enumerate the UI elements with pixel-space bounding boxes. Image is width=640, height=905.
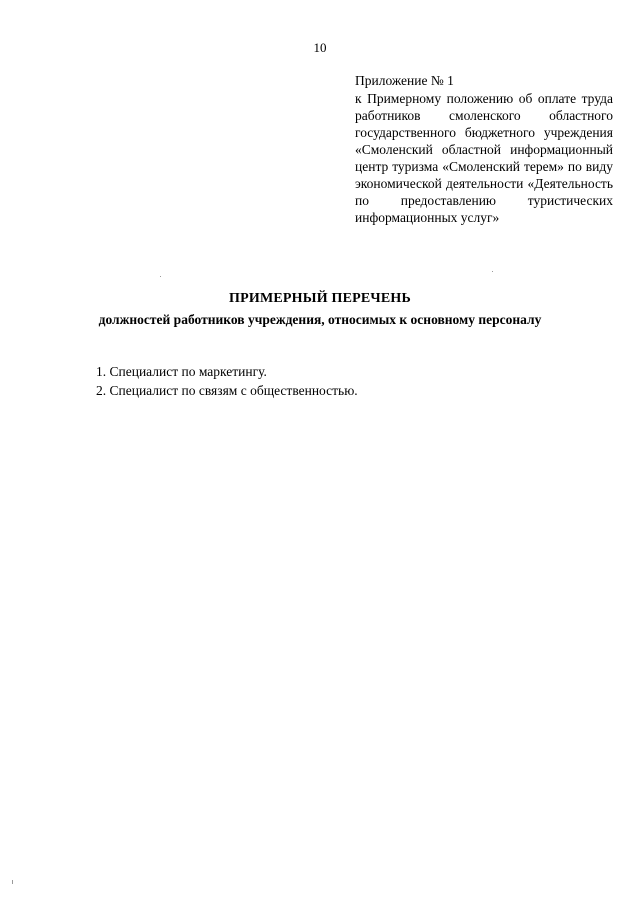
scan-speck	[492, 271, 493, 272]
scan-speck	[160, 276, 161, 277]
document-title: ПРИМЕРНЫЙ ПЕРЕЧЕНЬ	[229, 291, 411, 306]
document-subtitle: должностей работников учреждения, относимых к основному персоналу	[98, 312, 542, 327]
list-item: 1. Специалист по маркетингу.	[96, 364, 267, 379]
scan-speck	[12, 880, 13, 884]
list-item: 2. Специалист по связям с общественностью.	[96, 383, 358, 398]
appendix-reference-text: к Примерному положению об оплате труда работников смоленского областного государственного бюджетного учреждения «Смоленский областной информационный центр туризма «Смоленский терем» по виду экономической деятельности «Деятельность по предоставлению туристических информационных услуг»	[355, 91, 613, 225]
appendix-title: Приложение № 1	[355, 73, 454, 88]
appendix-block	[355, 72, 613, 226]
page-number: 10	[313, 40, 327, 55]
positions-list	[96, 362, 358, 400]
